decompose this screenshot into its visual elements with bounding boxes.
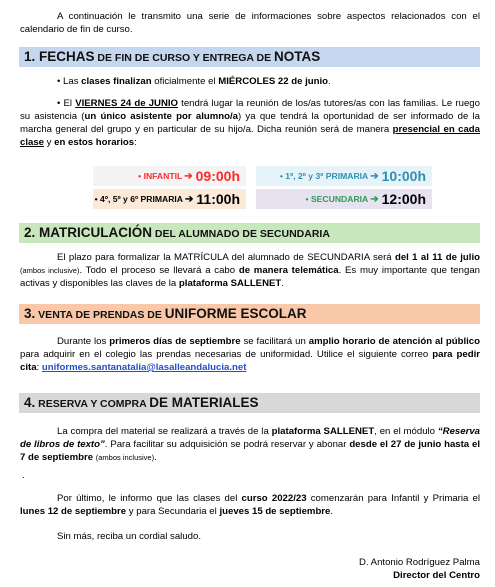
text-run: MIÉRCOLES 22 de junio — [218, 76, 329, 87]
text-run: : — [134, 137, 137, 148]
text-run: “Reserva de libros de texto” — [20, 426, 481, 450]
text-run: : — [36, 362, 42, 373]
stray-dot: . — [22, 470, 25, 481]
text-run: un único asistente por alumno/a — [84, 111, 238, 122]
schedule-label: • 1º, 2º y 3º PRIMARIA — [279, 171, 369, 181]
signer-name: D. Antonio Rodríguez Palma — [358, 557, 480, 568]
arrow-right-icon: ➔ — [370, 170, 379, 182]
text-run: tendrá lugar la reunión de los/as tutores/as con las familias. Le ruego su asistencia ( — [20, 98, 480, 122]
schedule-infantil — [93, 166, 246, 186]
schedule-label: • 4º, 5º y 6º PRIMARIA — [94, 194, 184, 204]
text-run: primeros días de septiembre — [109, 336, 241, 347]
arrow-right-icon: ➔ — [370, 193, 379, 205]
text-run: lunes 12 de septiembre — [20, 506, 127, 517]
text-run: en estos horarios — [54, 137, 135, 148]
section-1-title-c: NOTAS — [274, 49, 321, 64]
text-run: presencial en cada clase — [20, 124, 480, 148]
text-run: amplio horario de atención al público — [308, 336, 480, 347]
text-run: Durante los — [57, 336, 110, 347]
section-2-header — [19, 223, 480, 243]
section-3-header — [19, 304, 480, 324]
classes-end-paragraph — [20, 75, 480, 88]
arrow-right-icon: ➔ — [184, 170, 193, 182]
enrollment-paragraph — [20, 251, 480, 290]
text-run: (ambos inclusive) — [20, 266, 80, 275]
schedule-primaria-1-3 — [256, 166, 432, 186]
text-run: VIERNES 24 de JUNIO — [75, 98, 179, 109]
schedule-label: • INFANTIL — [138, 171, 183, 181]
section-1-header — [19, 47, 480, 67]
schedule-time: 11:00h — [196, 191, 240, 207]
text-run: clases finalizan — [81, 76, 152, 87]
text-run: para adquirir en el colegio las prendas necesarias de uniformidad. Utilice el siguiente correo — [20, 349, 433, 360]
text-run: ) ya que tendrá la oportunidad de ser informado de la marcha general del grupo y en particular de su hijo/a. Dicha reunión será de manera — [20, 111, 480, 135]
text-run: del 1 al 11 de julio — [394, 252, 480, 263]
uniform-paragraph — [20, 335, 480, 374]
text-run: • El — [57, 98, 76, 109]
text-run: . — [281, 278, 284, 289]
section-2-title-a: 2. MATRICULACIÓN — [24, 225, 152, 240]
section-4-title-a: 4. — [24, 395, 36, 410]
text-run: Por último, le informo que las clases del — [57, 493, 242, 504]
text-run: • Las — [57, 76, 82, 87]
text-run: para pedir cita — [20, 349, 481, 373]
text-run: desde el 27 de junio hasta el 7 de septiembre — [20, 439, 480, 463]
schedule-primaria-4-6 — [93, 189, 246, 209]
materials-paragraph — [20, 425, 480, 464]
text-run: plataforma SALLENET — [271, 426, 375, 437]
text-run: . Todo el proceso se llevará a cabo — [79, 265, 239, 276]
signer-role: Director del Centro — [393, 570, 480, 581]
schedule-time: 09:00h — [195, 168, 240, 184]
text-run: comenzarán para Infantil y Primaria el — [306, 493, 480, 504]
closing-paragraph — [20, 492, 480, 518]
text-run: oficialmente el — [151, 76, 219, 87]
text-run: (ambos inclusive) — [95, 453, 155, 462]
arrow-right-icon: ➔ — [185, 193, 194, 205]
section-4-header — [19, 393, 480, 413]
section-1-title-a: 1. FECHAS — [24, 49, 95, 64]
schedule-time: 10:00h — [381, 168, 426, 184]
schedule-time: 12:00h — [381, 191, 426, 207]
text-run: La compra del material se realizará a través de la — [57, 426, 272, 437]
text-run: y — [44, 137, 55, 148]
text-run: . Para facilitar su adquisición se podrá reservar y abonar — [104, 439, 350, 450]
text-run: . — [330, 506, 334, 517]
section-3-title-a: 3. — [24, 306, 36, 321]
section-1-title-b: DE FIN DE CURSO Y ENTREGA DE — [94, 52, 275, 64]
schedule-label: • SECUNDARIA — [305, 194, 369, 204]
intro-paragraph: A continuación le transmito una serie de informaciones sobre aspectos relacionados con el calendario de fin de curso. — [20, 11, 480, 35]
section-3-title-c: UNIFORME ESCOLAR — [164, 306, 307, 321]
section-4-title-c: DE MATERIALES — [149, 395, 259, 410]
text-run: El plazo para formalizar la MATRÍCULA del alumnado de SECUNDARIA será — [57, 252, 395, 263]
meeting-paragraph — [20, 97, 480, 149]
farewell-line: Sin más, reciba un cordial saludo. — [57, 531, 201, 542]
text-run: y para Secundaria el — [126, 506, 220, 517]
section-4-title-b: RESERVA Y COMPRA — [35, 398, 150, 410]
section-3-title-b: VENTA DE PRENDAS DE — [35, 309, 165, 321]
text-run: . Es muy importante que tengan activas y disponibles las claves de la — [20, 265, 480, 289]
text-run: jueves 15 de septiembre — [219, 506, 331, 517]
text-run: . — [154, 452, 157, 463]
section-2-title-b: DEL ALUMNADO DE SECUNDARIA — [152, 228, 330, 240]
text-run: , en el módulo — [374, 426, 438, 437]
text-run: . — [328, 76, 331, 87]
text-run: se facilitará un — [240, 336, 309, 347]
text-run: plataforma SALLENET — [178, 278, 282, 289]
uniform-email-link[interactable]: uniformes.santanatalia@lasalleandalucia.net — [41, 362, 247, 373]
text-run: de manera telemática — [238, 265, 339, 276]
text-run: curso 2022/23 — [241, 493, 307, 504]
schedule-secundaria — [256, 189, 432, 209]
